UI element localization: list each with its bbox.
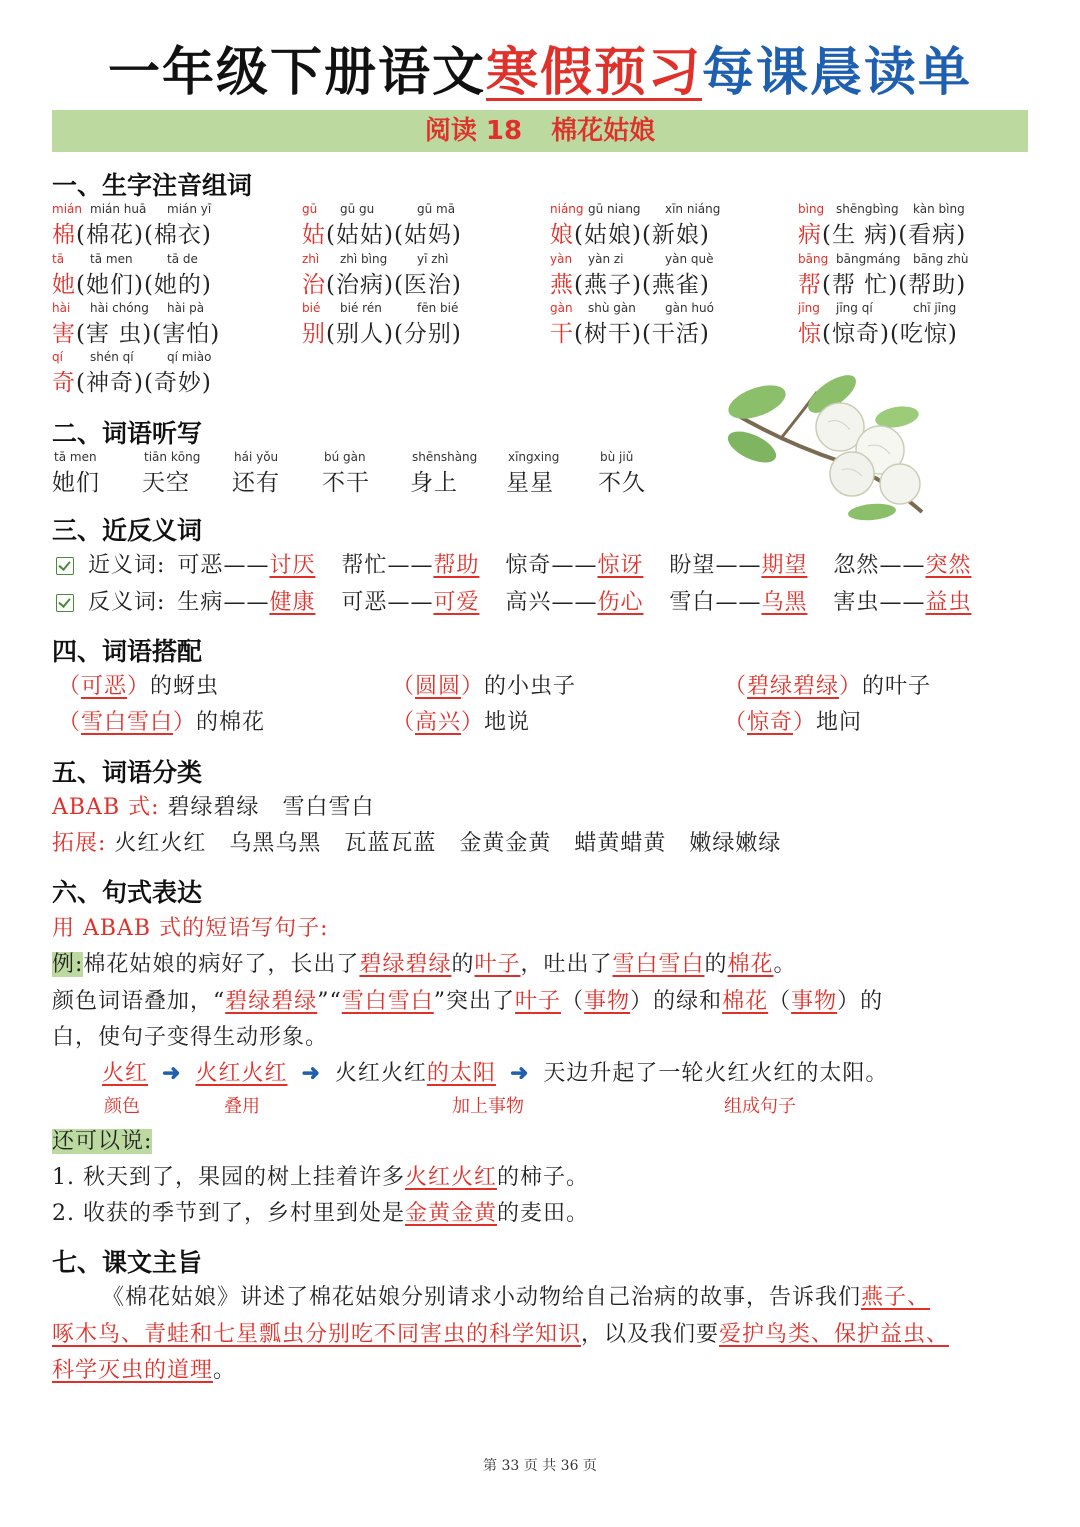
paren: （ xyxy=(724,674,748,699)
word-pair: 惊奇——惊讶 xyxy=(505,553,644,578)
word-pinyin: shēnshàng xyxy=(412,450,478,464)
more-sentence-2: 2. 收获的季节到了，乡村里到处是金黄金黄的麦田。 xyxy=(52,1201,590,1226)
flow-note: 颜色 xyxy=(104,1096,140,1117)
word: (帮 忙) xyxy=(822,272,899,298)
match-answer: 雪白雪白 xyxy=(81,710,174,735)
char: 奇 xyxy=(52,370,76,396)
char: 她 xyxy=(52,272,76,298)
word-pinyin: yàn què xyxy=(665,252,714,266)
word-pinyin: gàn huó xyxy=(665,301,714,315)
explanation-part: 棉花 xyxy=(722,989,769,1014)
char-item xyxy=(302,216,462,249)
sentence-prompt: 用 ABAB 式的短语写句子: xyxy=(52,916,329,941)
section-heading-2: 二、词语听写 xyxy=(52,419,203,448)
word: (神奇) xyxy=(76,370,144,396)
word-pinyin: gū niang xyxy=(588,202,641,216)
word-pinyin: bāng zhù xyxy=(913,252,969,266)
word-pinyin: kàn bìng xyxy=(913,202,965,216)
match-item xyxy=(724,669,931,700)
word-pinyin: shù gàn xyxy=(588,301,636,315)
syn-row xyxy=(56,548,973,579)
word-pinyin: hài pà xyxy=(167,301,205,315)
ant-row xyxy=(56,585,973,616)
char-item xyxy=(52,364,212,397)
dictation-word: 她们 xyxy=(52,470,100,496)
char: 棉 xyxy=(52,222,76,248)
word: (棉衣) xyxy=(143,222,212,248)
pair-word: 雪白 xyxy=(669,590,716,615)
cotton-illustration xyxy=(722,372,932,522)
word: (看病) xyxy=(898,222,967,248)
word-pinyin: qí miào xyxy=(167,350,212,364)
char-item xyxy=(302,266,462,299)
char-pinyin: tā xyxy=(52,252,65,266)
word-pair: 害虫——益虫 xyxy=(833,590,972,615)
row-label: 反义词: xyxy=(88,590,166,615)
char-pinyin: gàn xyxy=(550,301,573,315)
pair-answer: 惊讶 xyxy=(597,553,644,578)
expansion-flow: 火红 ➜ 火红火红 ➜ 火红火红的太阳 ➜ 天边升起了一轮火红火红的太阳。 xyxy=(102,1060,889,1086)
match-item xyxy=(392,669,576,700)
char-pinyin: qí xyxy=(52,350,63,364)
paren: （ xyxy=(58,674,82,699)
char-pinyin: bāng xyxy=(798,252,829,266)
match-item xyxy=(724,705,862,736)
pair-word: 盼望 xyxy=(669,553,716,578)
word-pinyin: yàn zi xyxy=(588,252,624,266)
char-item xyxy=(798,216,966,249)
char: 害 xyxy=(52,321,76,347)
match-phrase: 地问 xyxy=(816,710,863,735)
word: (医治) xyxy=(393,272,462,298)
explanation-part: ）的 xyxy=(837,989,884,1014)
match-answer: 惊奇 xyxy=(747,710,794,735)
pair-answer: 帮助 xyxy=(433,553,480,578)
flow-note: 组成句子 xyxy=(724,1096,796,1117)
word: (害 虫) xyxy=(76,321,153,347)
word-pair: 生病——健康 xyxy=(177,590,316,615)
pair-answer: 讨厌 xyxy=(269,553,316,578)
word-pinyin: yī zhì xyxy=(417,252,449,266)
char: 干 xyxy=(550,321,574,347)
explanation-part: 雪白雪白 xyxy=(341,989,434,1014)
char-item xyxy=(52,216,212,249)
theme-line-1: 《棉花姑娘》讲述了棉花姑娘分别请求小动物给自己治病的故事，告诉我们燕子、 xyxy=(102,1285,931,1310)
pair-answer: 伤心 xyxy=(597,590,644,615)
char-pinyin: mián xyxy=(52,202,82,216)
word: (新娘) xyxy=(641,222,710,248)
char-item xyxy=(550,266,710,299)
char-pinyin: niáng xyxy=(550,202,584,216)
paren: ） xyxy=(173,710,197,735)
pair-word: 帮忙 xyxy=(341,553,388,578)
pair-word: 忽然 xyxy=(833,553,880,578)
match-item xyxy=(58,705,265,736)
dictation-word: 天空 xyxy=(142,470,190,496)
word: (她们) xyxy=(76,272,144,298)
word: (害怕) xyxy=(152,321,221,347)
word-pair: 可恶——可爱 xyxy=(341,590,480,615)
word: (姑妈) xyxy=(393,222,462,248)
word: (惊奇) xyxy=(822,321,890,347)
paren: （ xyxy=(392,710,416,735)
match-answer: 圆圆 xyxy=(415,674,462,699)
word-pinyin: jīng qí xyxy=(836,301,873,315)
word: (棉花) xyxy=(76,222,144,248)
section-heading-3: 三、近反义词 xyxy=(52,516,203,545)
example-part: 的 xyxy=(451,952,475,977)
theme-line-2: 啄木鸟、青蛙和七星瓢虫分别吃不同害虫的科学知识，以及我们要爱护鸟类、保护益虫、 xyxy=(52,1322,950,1347)
explanation-part: 事物 xyxy=(791,989,838,1014)
word-pinyin: tā de xyxy=(167,252,198,266)
match-phrase: 的小虫子 xyxy=(484,674,577,699)
dictation-word: 还有 xyxy=(232,470,280,496)
word: (奇妙) xyxy=(143,370,212,396)
word-pinyin: mián yī xyxy=(167,202,212,216)
checkbox-icon xyxy=(56,557,74,575)
example-part: 棉花 xyxy=(727,952,774,977)
char-item xyxy=(798,315,958,348)
word: (干活) xyxy=(641,321,710,347)
paren: ） xyxy=(793,710,817,735)
pair-answer: 健康 xyxy=(269,590,316,615)
char-pinyin: hài xyxy=(52,301,71,315)
match-answer: 可恶 xyxy=(81,674,128,699)
paren: ） xyxy=(461,674,485,699)
word-pinyin: zhì bìng xyxy=(340,252,388,266)
word-pinyin: tā men xyxy=(90,252,133,266)
pair-word: 害虫 xyxy=(833,590,880,615)
pair-word: 可恶 xyxy=(177,553,224,578)
word-pair: 高兴——伤心 xyxy=(505,590,644,615)
char-item xyxy=(550,216,710,249)
explanation-part: 叶子 xyxy=(515,989,562,1014)
example-part: 叶子 xyxy=(474,952,521,977)
word: (别人) xyxy=(326,321,394,347)
paren: ） xyxy=(461,710,485,735)
explanation-part: 颜色词语叠加，“ xyxy=(52,989,226,1014)
word: (燕子) xyxy=(574,272,642,298)
word-pinyin: xīngxing xyxy=(508,450,560,464)
flow-note: 加上事物 xyxy=(452,1096,524,1117)
example-part: 。 xyxy=(773,952,797,977)
word: (树干) xyxy=(574,321,642,347)
word: (她的) xyxy=(143,272,212,298)
example-part: 的 xyxy=(704,952,728,977)
explanation-line xyxy=(52,984,883,1015)
word: (姑姑) xyxy=(326,222,394,248)
example-part: ，吐出了 xyxy=(520,952,613,977)
pair-word: 惊奇 xyxy=(505,553,552,578)
arrow-icon: ➜ xyxy=(162,1060,182,1086)
paren: ） xyxy=(839,674,863,699)
char: 别 xyxy=(302,321,326,347)
word-pinyin: bāngmáng xyxy=(836,252,901,266)
word-pinyin: mián huā xyxy=(90,202,147,216)
match-phrase: 的蚜虫 xyxy=(150,674,220,699)
pair-word: 生病 xyxy=(177,590,224,615)
word-pinyin: bù jiǔ xyxy=(600,450,634,464)
explanation-part: （ xyxy=(561,989,585,1014)
word-pinyin: hài chóng xyxy=(90,301,149,315)
char: 娘 xyxy=(550,222,574,248)
explanation-line-2: 白，使句子变得生动形象。 xyxy=(52,1025,329,1050)
arrow-icon: ➜ xyxy=(301,1060,321,1086)
char-item xyxy=(52,315,220,348)
example-part: 雪白雪白 xyxy=(612,952,705,977)
explanation-part: ”突出了 xyxy=(433,989,516,1014)
more-sentence-1: 1. 秋天到了，果园的树上挂着许多火红火红的柿子。 xyxy=(52,1165,590,1190)
section-heading-7: 七、课文主旨 xyxy=(52,1248,203,1277)
char-pinyin: zhì xyxy=(302,252,320,266)
section-heading-4: 四、词语搭配 xyxy=(52,637,203,666)
page-title: 一年级下册语文寒假预习每课晨读单 xyxy=(107,43,973,103)
word-pair: 可恶——讨厌 xyxy=(177,553,316,578)
match-item xyxy=(58,669,219,700)
char-item xyxy=(550,315,710,348)
word: (帮助) xyxy=(898,272,967,298)
pair-answer: 乌黑 xyxy=(761,590,808,615)
char-item xyxy=(302,315,462,348)
paren: ） xyxy=(127,674,151,699)
char: 病 xyxy=(798,222,822,248)
pair-answer: 期望 xyxy=(761,553,808,578)
char: 燕 xyxy=(550,272,574,298)
char-pinyin: yàn xyxy=(550,252,573,266)
word-pair: 忽然——突然 xyxy=(833,553,972,578)
word-pinyin: shén qí xyxy=(90,350,134,364)
char-pinyin: bié xyxy=(302,301,321,315)
match-phrase: 的棉花 xyxy=(196,710,266,735)
word-pinyin: chī jīng xyxy=(913,301,957,315)
char-pinyin: bìng xyxy=(798,202,825,216)
char-item xyxy=(52,266,212,299)
example-part: 棉花姑娘的病好了，长出了 xyxy=(83,952,360,977)
match-phrase: 地说 xyxy=(484,710,531,735)
section-heading-6: 六、句式表达 xyxy=(52,878,203,907)
char: 姑 xyxy=(302,222,326,248)
char-item xyxy=(798,266,966,299)
row-label: 近义词: xyxy=(88,553,166,578)
word-pinyin: shēngbìng xyxy=(836,202,899,216)
dictation-word: 不干 xyxy=(322,470,370,496)
paren: （ xyxy=(58,710,82,735)
word: (治病) xyxy=(326,272,394,298)
word-pinyin: bú gàn xyxy=(324,450,366,464)
word-pair: 帮忙——帮助 xyxy=(341,553,480,578)
pair-answer: 突然 xyxy=(925,553,972,578)
word-pinyin: bié rén xyxy=(340,301,382,315)
word-pinyin: fēn bié xyxy=(417,301,459,315)
match-answer: 高兴 xyxy=(415,710,462,735)
pair-answer: 可爱 xyxy=(433,590,480,615)
lesson-number: 阅读 18 xyxy=(424,116,523,146)
flow-note: 叠用 xyxy=(224,1096,260,1117)
char-pinyin: jīng xyxy=(798,301,820,315)
more-label: 还可以说: xyxy=(52,1129,153,1154)
pair-word: 高兴 xyxy=(505,590,552,615)
explanation-part: 碧绿碧绿 xyxy=(225,989,318,1014)
word-pair: 雪白——乌黑 xyxy=(669,590,808,615)
lesson-banner xyxy=(52,110,1028,152)
char-pinyin: gū xyxy=(302,202,318,216)
arrow-icon: ➜ xyxy=(509,1060,530,1086)
word-pinyin: gū gu xyxy=(340,202,375,216)
word-pair: 盼望——期望 xyxy=(669,553,808,578)
example-line: 例:棉花姑娘的病好了，长出了碧绿碧绿的叶子，吐出了雪白雪白的棉花。 xyxy=(52,952,797,977)
word-pinyin: tā men xyxy=(54,450,97,464)
explanation-part: ）的绿和 xyxy=(630,989,723,1014)
paren: （ xyxy=(724,710,748,735)
word-pinyin: xīn niáng xyxy=(665,202,721,216)
paren: （ xyxy=(392,674,416,699)
explanation-part: （ xyxy=(768,989,792,1014)
match-answer: 碧绿碧绿 xyxy=(747,674,840,699)
word-pinyin: tiān kōng xyxy=(144,450,201,464)
dictation-word: 身上 xyxy=(410,470,458,496)
char: 帮 xyxy=(798,272,822,298)
word-pinyin: hái yǒu xyxy=(234,450,279,464)
match-item xyxy=(392,705,530,736)
extension-line: 拓展: 火红火红 乌黑乌黑 瓦蓝瓦蓝 金黄金黄 蜡黄蜡黄 嫩绿嫩绿 xyxy=(52,831,782,856)
checkbox-icon xyxy=(56,594,74,612)
page-footer: 第 33 页 共 36 页 xyxy=(483,1458,597,1474)
theme-line-3: 科学灭虫的道理。 xyxy=(52,1358,237,1383)
dictation-word: 不久 xyxy=(598,470,646,496)
abab-line: ABAB 式: 碧绿碧绿 雪白雪白 xyxy=(52,795,375,820)
section-heading-5: 五、词语分类 xyxy=(52,758,203,787)
explanation-part: ”“ xyxy=(317,989,342,1014)
pair-word: 可恶 xyxy=(341,590,388,615)
example-part: 碧绿碧绿 xyxy=(359,952,452,977)
lesson-title: 棉花姑娘 xyxy=(551,116,656,146)
word: (生 病) xyxy=(822,222,899,248)
dictation-word: 星星 xyxy=(506,470,554,496)
match-phrase: 的叶子 xyxy=(862,674,932,699)
explanation-part: 事物 xyxy=(584,989,631,1014)
word-pinyin: gū mā xyxy=(417,202,456,216)
word: (分别) xyxy=(393,321,462,347)
char: 治 xyxy=(302,272,326,298)
pair-answer: 益虫 xyxy=(925,590,972,615)
word: (吃惊) xyxy=(889,321,958,347)
word: (燕雀) xyxy=(641,272,710,298)
char: 惊 xyxy=(798,321,822,347)
section-heading-1: 一、生字注音组词 xyxy=(52,171,253,200)
word: (姑娘) xyxy=(574,222,642,248)
